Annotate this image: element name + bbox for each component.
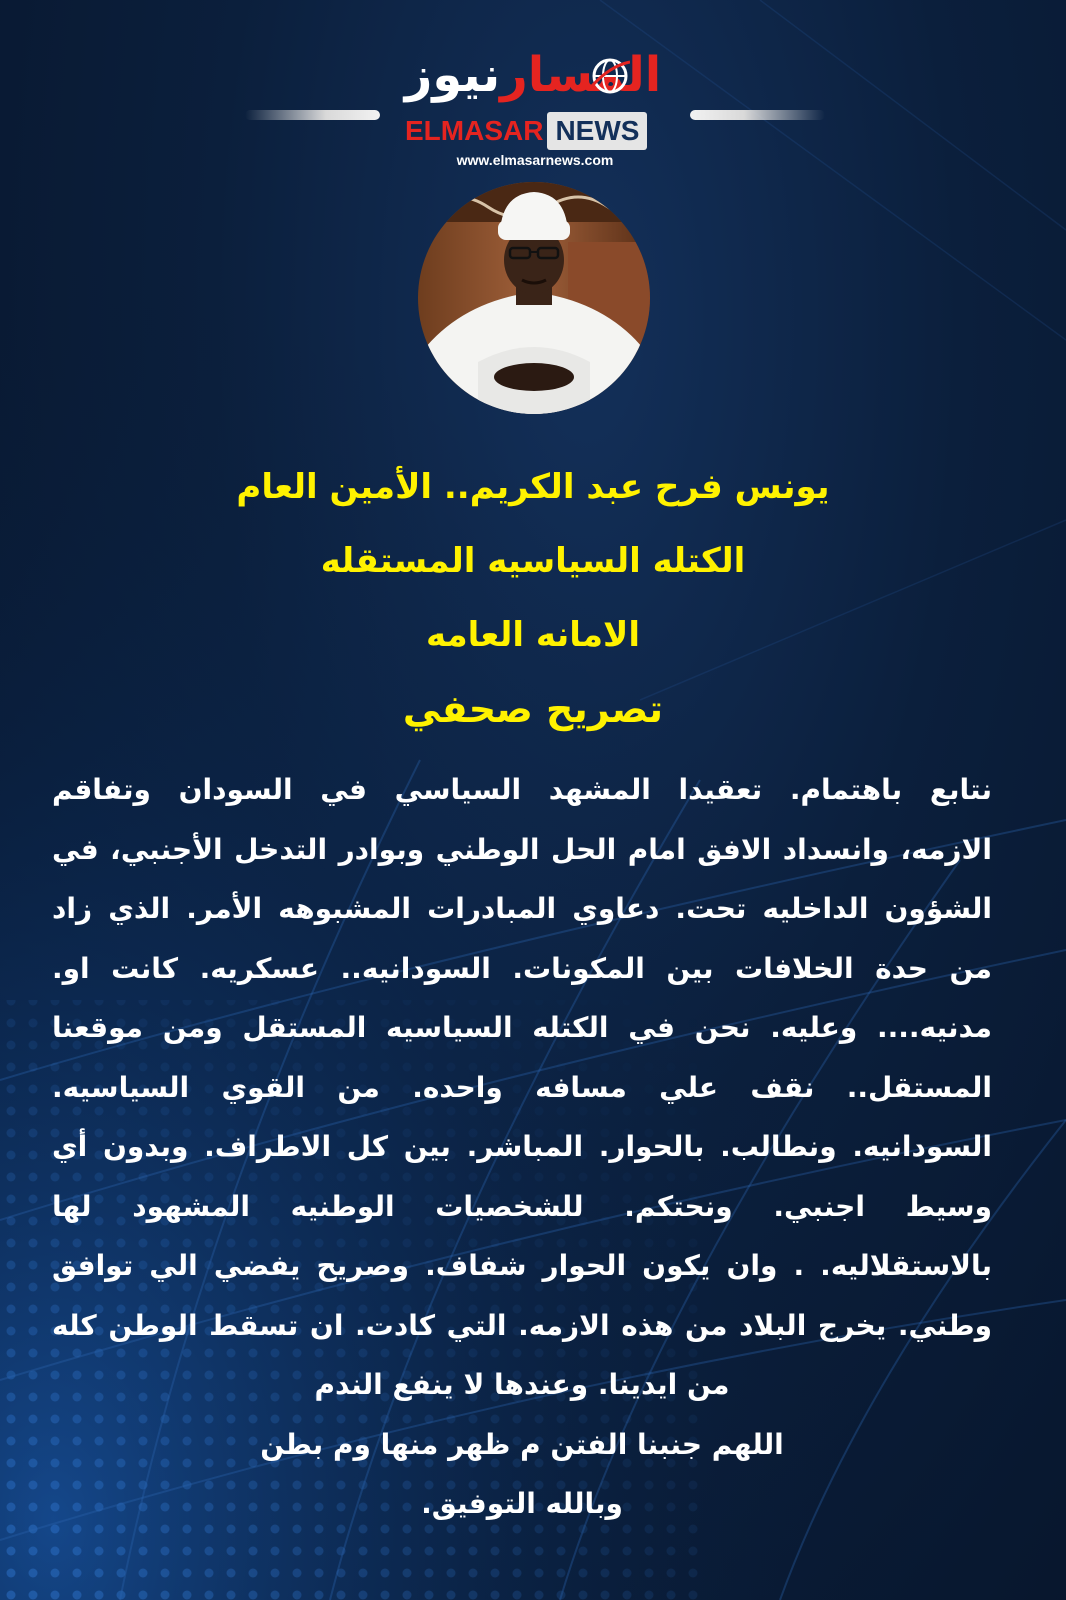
heading-author: يونس فرح عبد الكريم.. الأمين العام [236,467,830,507]
body-line: بالاستقلاليه. . وان يكون الحوار شفاف. وصريح يفضي الي توافق [52,1249,992,1282]
body-line: الازمه، وانسداد الافق امام الحل الوطني وبوادر التدخل الأجنبي، في [52,832,992,866]
globe-icon [590,56,630,96]
heading-organization: الكتله السياسيه المستقله [320,541,746,581]
body-line: السودانيه. ونطالب. بالحوار. المباشر. بين كل الاطراف. وبدون أي [52,1130,992,1163]
body-line: الشؤون الداخليه تحت. دعاوي المبادرات المشبوهه الأمر. الذي زاد [52,892,992,925]
body-line-signoff: وبالله التوفيق. [421,1487,623,1520]
body-line: المستقل.. نقف علي مسافه واحده. من القوي السياسيه. [52,1070,992,1104]
body-line-prayer: اللهم جنبنا الفتن م ظهر منها وم بطن [260,1427,784,1461]
logo-left-line [245,110,380,120]
logo-latin-el: EL [405,115,441,146]
brand-logo [0,40,1066,180]
statement-headings [100,450,966,746]
logo-right-line [690,110,825,120]
logo-url: www.elmasarnews.com [456,152,614,168]
body-line: مدنيه.... وعليه. نحن في الكتله السياسيه المستقل ومن موقعنا [52,1011,992,1044]
body-line: وطني. يخرج البلاد من هذه الازمه. التي كادت. ان تسقط الوطن كله [52,1308,992,1342]
portrait-photo [418,182,650,414]
logo-arabic-news: نيوز [404,47,501,103]
body-line: نتابع باهتمام. تعقيدا المشهد السياسي في السودان وتفاقم [52,773,992,806]
heading-press-statement: تصريح صحفي [402,687,664,731]
body-line: وسيط اجنبي. ونحتكم. للشخصيات الوطنيه المشهود لها [52,1189,992,1223]
statement-body [52,760,992,1534]
body-line: من حدة الخلافات بين المكونات. السودانيه.. عسكريه. كانت او. [52,951,992,985]
heading-secretariat: الامانه العامه [425,615,641,655]
logo-arabic-masar: المسار [500,47,662,103]
logo-latin-masar: MASAR [440,115,544,146]
person-photo-icon [418,182,650,414]
logo-latin-news: NEWS [547,112,647,150]
logo-arabic-wordmark [383,40,683,110]
body-line-closing: من ايدينا. وعندها لا ينفع الندم [314,1368,730,1401]
logo-latin-wordmark [405,112,647,150]
